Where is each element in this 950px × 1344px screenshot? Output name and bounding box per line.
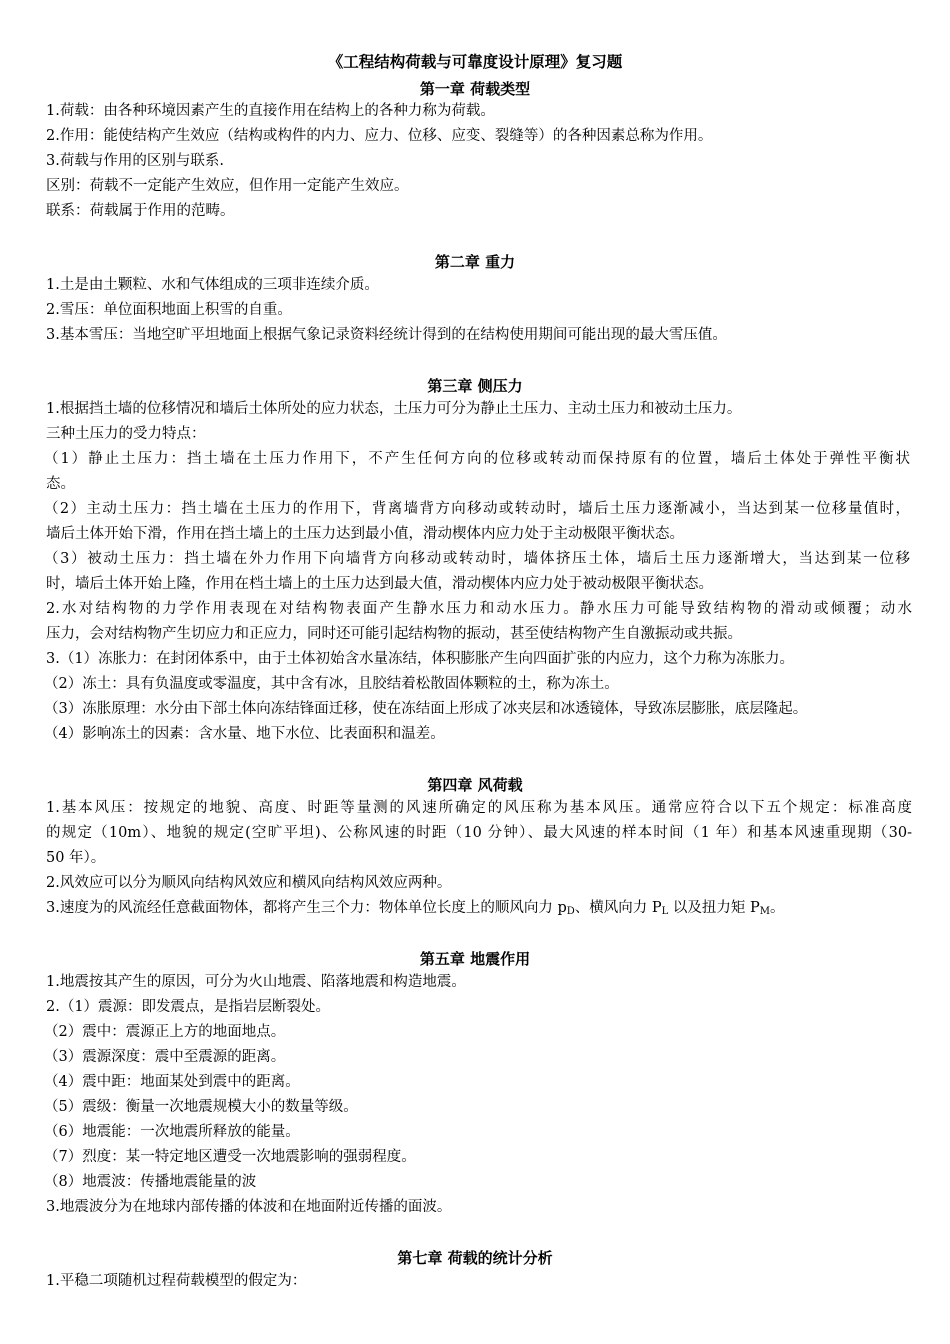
ch3-line-7: 3.（1）冻胀力：在封闭体系中，由于土体初始含水量冻结，体积膨胀产生向四面扩张的内应力，这个力称为冻胀力。: [46, 651, 795, 667]
ch4-line-1c: 50 年）。: [46, 850, 106, 866]
ch3-line-1: 1.根据挡土墙的位移情况和墙后土体所处的应力状态，土压力可分为静止土压力、主动土压力和被动土压力。: [46, 401, 742, 417]
ch5-line-2: 2.（1）震源：即发震点，是指岩层断裂处。: [46, 999, 331, 1015]
ch5-line-4: （3）震源深度：震中至震源的距离。: [44, 1049, 286, 1065]
ch1-line-2: 2.作用：能使结构产生效应（结构或构件的内力、应力、位移、应变、裂缝等）的各种因素总称为作用。: [46, 128, 713, 144]
ch2-line-2: 2.雪压：单位面积地面上积雪的自重。: [46, 302, 292, 318]
ch1-line-3: 3.荷载与作用的区别与联系.: [46, 153, 224, 169]
chapter-7-heading: 第七章 荷载的统计分析: [397, 1249, 553, 1267]
document-title: 《工程结构荷载与可靠度设计原理》复习题: [327, 53, 623, 71]
ch2-line-1: 1.土是由土颗粒、水和气体组成的三项非连续介质。: [46, 277, 379, 293]
ch5-line-5: （4）震中距：地面某处到震中的距离。: [44, 1074, 300, 1090]
ch3-line-3a: （1）静止土压力：挡土墙在土压力作用下，不产生任何方向的位移或转动而保持原有的位置，墙后土体处于弹性平衡状: [44, 451, 910, 467]
ch4-line-3-text: 3.速度为的风流经任意截面物体，都将产生三个力：物体单位长度上的顺风向力 p: [46, 900, 567, 916]
chapter-3-heading: 第三章 侧压力: [427, 377, 523, 395]
ch3-line-4a: （2）主动土压力：挡土墙在土压力的作用下，背离墙背方向移动或转动时，墙后土压力逐渐减小，当达到某一位移量值时，: [44, 501, 910, 517]
ch1-line-1: 1.荷载：由各种环境因素产生的直接作用在结构上的各种力称为荷载。: [46, 103, 495, 119]
ch4-line-3-end: 。: [770, 900, 785, 916]
ch7-line-1: 1.平稳二项随机过程荷载模型的假定为：: [46, 1273, 307, 1289]
ch5-line-6: （5）震级：衡量一次地震规模大小的数量等级。: [44, 1099, 358, 1115]
ch5-line-7: （6）地震能：一次地震所释放的能量。: [44, 1124, 300, 1140]
ch3-line-5a: （3）被动土压力：挡土墙在外力作用下向墙背方向移动或转动时，墙体挤压土体，墙后土压力逐渐增大，当达到某一位移: [44, 551, 910, 567]
ch3-line-6a: 2.水对结构物的力学作用表现在对结构物表面产生静水压力和动水压力。静水压力可能导致结构物的滑动或倾覆；动水: [46, 601, 912, 617]
ch1-line-5: 联系：荷载属于作用的范畴。: [46, 203, 235, 219]
chapter-2-heading: 第二章 重力: [434, 253, 516, 271]
chapter-1-heading: 第一章 荷载类型: [419, 80, 531, 98]
chapter-5-heading: 第五章 地震作用: [419, 950, 531, 968]
ch4-line-2: 2.风效应可以分为顺风向结构风效应和横风向结构风效应两种。: [46, 875, 452, 891]
ch5-line-1: 1.地震按其产生的原因，可分为火山地震、陷落地震和构造地震。: [46, 974, 466, 990]
ch3-line-4b: 墙后土体开始下滑，作用在挡土墙上的土压力达到最小值，滑动楔体内应力处于主动极限平衡状态。: [46, 526, 684, 542]
ch1-line-4: 区别：荷载不一定能产生效应，但作用一定能产生效应。: [46, 178, 409, 194]
ch5-line-8: （7）烈度：某一特定地区遭受一次地震影响的强弱程度。: [44, 1149, 416, 1165]
ch3-line-10: （4）影响冻土的因素：含水量、地下水位、比表面积和温差。: [44, 726, 445, 742]
ch3-line-6b: 压力，会对结构物产生切应力和正应力，同时还可能引起结构物的振动，甚至使结构物产生自激振动或共振。: [46, 626, 742, 642]
ch5-line-9: （8）地震波：传播地震能量的波: [44, 1174, 257, 1190]
ch4-line-3-mid1: 、横风向力 P: [574, 900, 662, 916]
ch4-line-3-sub-d: D: [566, 906, 575, 917]
ch3-line-5b: 时，墙后土体开始上隆，作用在档土墙上的土压力达到最大值，滑动楔体内应力处于被动极限平衡状态。: [46, 576, 713, 592]
chapter-4-heading: 第四章 风荷载: [427, 776, 523, 794]
ch5-line-3: （2）震中：震源正上方的地面地点。: [44, 1024, 286, 1040]
ch4-line-3-sub-m: M: [759, 906, 771, 917]
ch3-line-2: 三种土压力的受力特点：: [46, 426, 206, 442]
ch4-line-3-mid2: 以及扭力矩 P: [668, 900, 760, 916]
ch4-line-3-sub-l: L: [661, 906, 669, 917]
ch3-line-3b: 态。: [46, 476, 75, 492]
ch4-line-1b: 的规定（10m）、地貌的规定(空旷平坦)、公称风速的时距（10 分钟）、最大风速的样本时间（1 年）和基本风速重现期（30-: [46, 825, 912, 841]
ch4-line-1a: 1.基本风压：按规定的地貌、高度、时距等量测的风速所确定的风压称为基本风压。通常应符合以下五个规定：标准高度: [46, 800, 912, 816]
ch2-line-3: 3.基本雪压：当地空旷平坦地面上根据气象记录资料经统计得到的在结构使用期间可能出现的最大雪压值。: [46, 327, 727, 343]
ch3-line-9: （3）冻胀原理：水分由下部土体向冻结锋面迁移，使在冻结面上形成了冰夹层和冰透镜体，导致冻层膨胀，底层隆起。: [44, 701, 808, 717]
ch4-line-3: [46, 898, 912, 922]
ch3-line-8: （2）冻土：具有负温度或零温度，其中含有冰，且胶结着松散固体颗粒的土，称为冻土。: [44, 676, 619, 692]
ch5-line-10: 3.地震波分为在地球内部传播的体波和在地面附近传播的面波。: [46, 1199, 452, 1215]
